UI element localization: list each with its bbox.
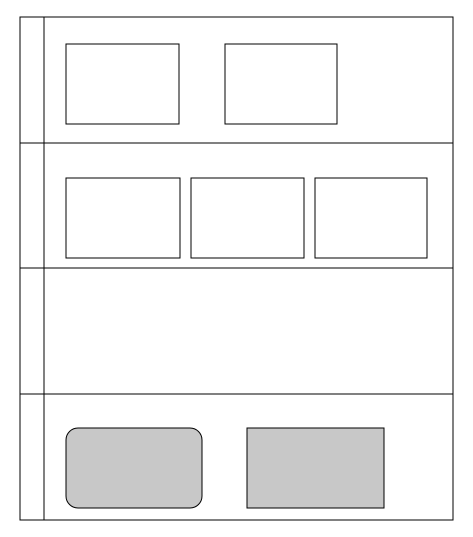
row1-panel-tangent — [225, 44, 337, 124]
row2-right-box — [315, 178, 427, 258]
square-slab — [247, 428, 384, 508]
row4-panel-chamfer — [66, 428, 202, 508]
row2-panel-block — [315, 178, 427, 258]
row2-mid-box — [191, 178, 304, 258]
row2-left-box — [66, 178, 180, 258]
row1-panel-isolated — [66, 44, 179, 124]
chamfered-slab — [66, 428, 202, 508]
row2-panel-wall — [191, 178, 304, 258]
row1-left-box — [66, 44, 179, 124]
row4-panel-square — [247, 428, 384, 508]
row1-right-box — [225, 44, 337, 124]
row2-panel-column — [66, 178, 180, 258]
